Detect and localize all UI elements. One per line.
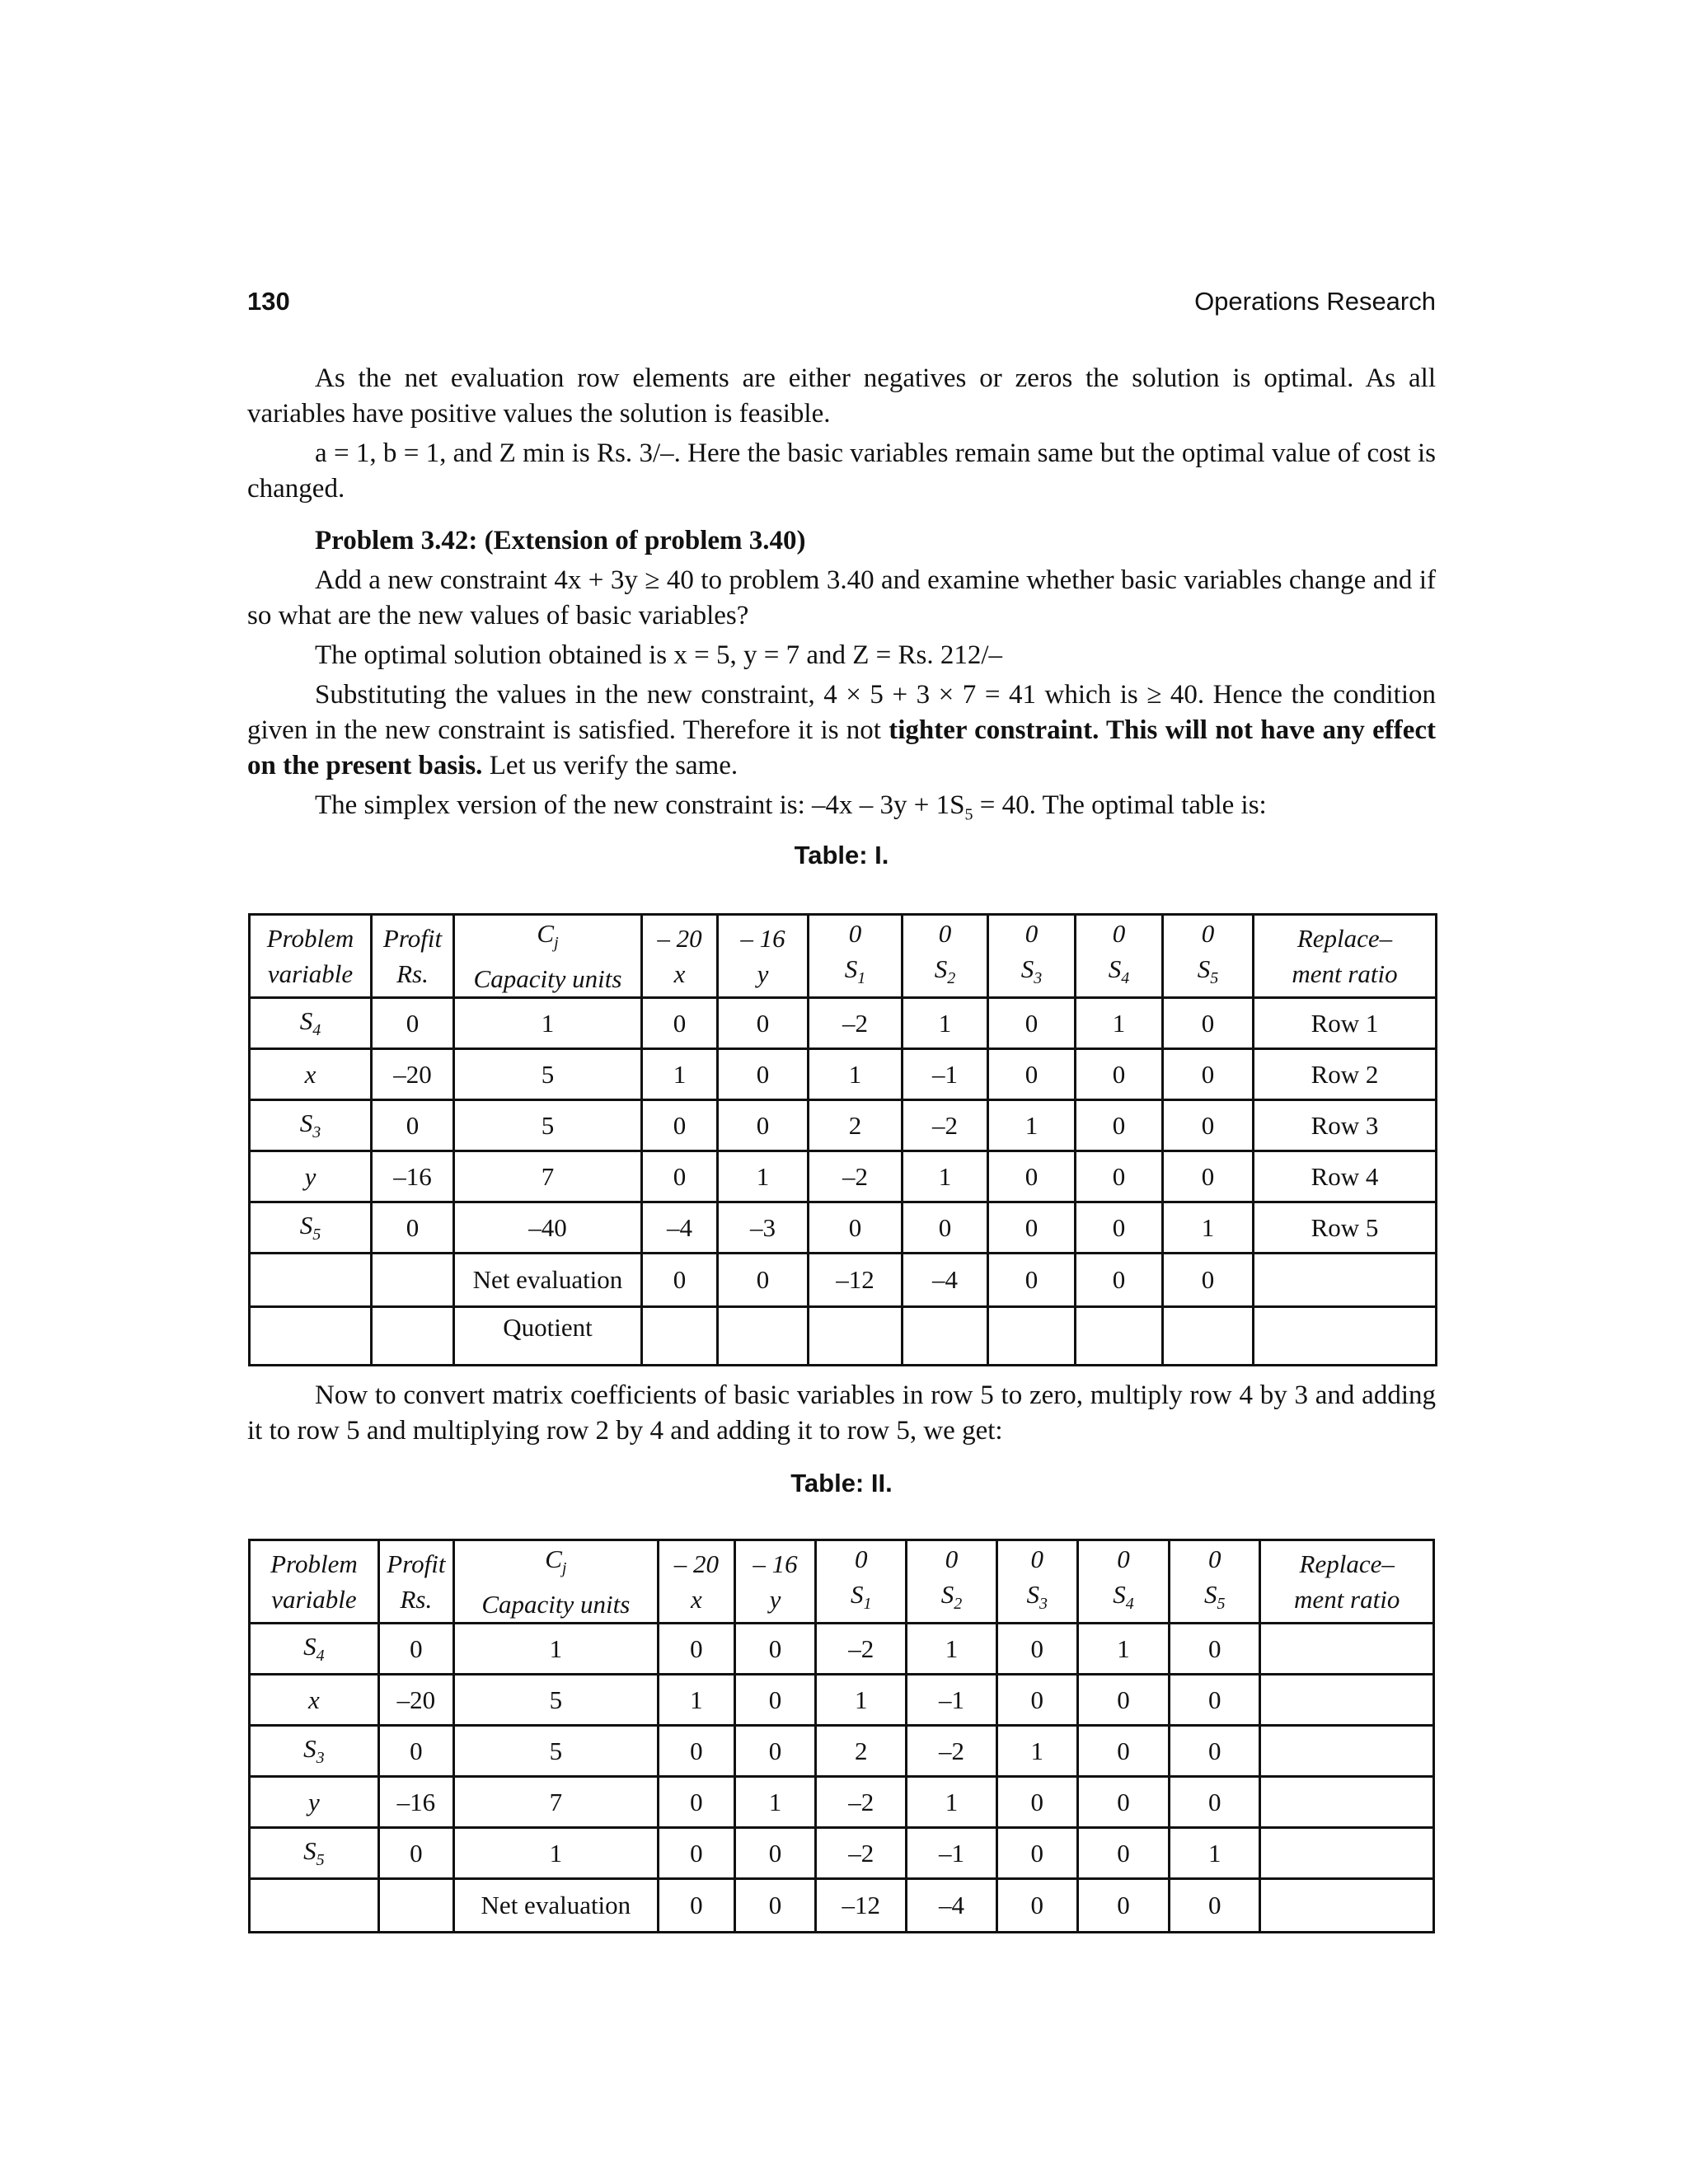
cell-coefficient: 1: [1163, 1202, 1254, 1254]
header-cost: 0: [1112, 919, 1126, 948]
header-cost: 0: [945, 1544, 959, 1573]
cell-coefficient: 1: [642, 1049, 718, 1100]
net-evaluation-row: [250, 1879, 1434, 1933]
header-cost: 0: [938, 919, 952, 948]
variable-subscript: 1: [863, 1595, 872, 1614]
header-variable: [643, 956, 716, 991]
cell-coefficient: 0: [642, 1100, 718, 1151]
cell-empty: [372, 1254, 454, 1307]
text-block-2: [247, 1378, 1436, 1453]
table-row: [250, 1726, 1434, 1777]
cell-coefficient: 0: [1076, 1202, 1163, 1254]
page-number: 130: [247, 287, 290, 316]
cell-coefficient: 0: [734, 1828, 815, 1879]
cell-coefficient: –2: [809, 998, 903, 1049]
cell-replacement-ratio: [1260, 1624, 1434, 1675]
variable-subscript: 2: [954, 1595, 963, 1614]
header-problem-variable: [250, 1540, 379, 1624]
header-text: Profit: [387, 1549, 446, 1579]
header-cost: 0: [848, 919, 862, 948]
cell-coefficient: –1: [907, 1828, 996, 1879]
cell-coefficient: 0: [642, 1151, 718, 1202]
cj-symbol: C: [545, 1544, 562, 1573]
net-evaluation-value: 0: [1163, 1254, 1254, 1307]
cell-coefficient: –2: [816, 1828, 907, 1879]
cell-empty: [1163, 1307, 1254, 1366]
cell-empty: [1260, 1879, 1434, 1933]
variable-symbol: S: [934, 954, 948, 983]
variable-symbol: S: [1204, 1580, 1217, 1609]
cell-coefficient: –2: [816, 1624, 907, 1675]
table-header-row: [250, 1540, 1434, 1624]
cell-capacity: 1: [454, 998, 642, 1049]
cell-profit: –20: [372, 1049, 454, 1100]
basic-variable-symbol: S: [299, 1108, 313, 1138]
variable-symbol: S: [1197, 954, 1211, 983]
header-capacity: [453, 1540, 658, 1624]
cell-coefficient: 0: [1170, 1675, 1260, 1726]
cell-basic-variable: [250, 1624, 379, 1675]
table-row: [250, 1151, 1437, 1202]
cell-empty: [250, 1254, 372, 1307]
running-title: Operations Research: [1194, 287, 1436, 316]
cell-capacity: 1: [453, 1828, 658, 1879]
header-variable-column: [809, 915, 903, 998]
cj-symbol: C: [537, 919, 555, 948]
cell-coefficient: –1: [903, 1049, 988, 1100]
header-cost: – 16: [753, 1549, 798, 1579]
header-cost: 0: [854, 1544, 868, 1573]
text-block-1: [247, 361, 1436, 837]
cell-profit: –16: [378, 1777, 453, 1828]
cell-empty: [250, 1879, 379, 1933]
cell-coefficient: 0: [988, 1049, 1076, 1100]
cell-coefficient: 0: [1163, 1100, 1254, 1151]
cell-coefficient: 2: [809, 1100, 903, 1151]
header-text: Rs.: [400, 1585, 433, 1615]
basic-variable-symbol: S: [303, 1836, 316, 1866]
cell-capacity: 1: [453, 1624, 658, 1675]
header-variable: [719, 956, 807, 991]
header-text: Capacity units: [473, 964, 622, 994]
header-cost: – 16: [740, 924, 785, 954]
cell-coefficient: 0: [1076, 1151, 1163, 1202]
header-capacity: [454, 915, 642, 998]
cell-coefficient: 0: [658, 1777, 734, 1828]
net-evaluation-value: –4: [907, 1879, 996, 1933]
variable-subscript: 5: [1210, 969, 1219, 988]
header-variable-column: [1076, 915, 1163, 998]
net-evaluation-value: 0: [658, 1879, 734, 1933]
variable-subscript: 4: [1125, 1595, 1134, 1614]
net-evaluation-value: 0: [1076, 1254, 1163, 1307]
header-variable: [989, 951, 1074, 996]
paragraph-optimal-solution: The optimal solution obtained is x = 5, y = 7 and Z = Rs. 212/–: [315, 640, 1003, 670]
cell-coefficient: 1: [996, 1726, 1077, 1777]
cell-coefficient: 0: [1077, 1675, 1169, 1726]
basic-variable-symbol: S: [303, 1632, 316, 1661]
net-evaluation-value: 0: [734, 1879, 815, 1933]
cell-profit: 0: [372, 1202, 454, 1254]
cell-empty: [1254, 1254, 1437, 1307]
header-variable: [903, 951, 987, 996]
cell-coefficient: 1: [1077, 1624, 1169, 1675]
cell-coefficient: 1: [718, 1151, 809, 1202]
cell-coefficient: –2: [816, 1777, 907, 1828]
net-evaluation-value: –4: [903, 1254, 988, 1307]
cell-coefficient: 1: [1170, 1828, 1260, 1879]
header-variable: [1076, 951, 1161, 996]
cell-capacity: 5: [453, 1675, 658, 1726]
cell-replacement-ratio: Row 4: [1254, 1151, 1437, 1202]
cell-coefficient: 0: [903, 1202, 988, 1254]
cell-coefficient: 0: [996, 1777, 1077, 1828]
header-variable: [1164, 951, 1252, 996]
paragraph-row-operations: Now to convert matrix coefficients of basic variables in row 5 to zero, multiply row 4 by 3 and adding it to row 5 and multiplying row 2 by 4 and adding it to row 5, we get:: [247, 1380, 1436, 1446]
table-row: [250, 1828, 1434, 1879]
header-variable-column: [658, 1540, 734, 1624]
cell-empty: [642, 1307, 718, 1366]
cell-coefficient: 0: [1170, 1624, 1260, 1675]
header-text: Profit: [382, 924, 443, 954]
header-variable: [817, 1577, 905, 1622]
cell-coefficient: 1: [907, 1624, 996, 1675]
cell-coefficient: 1: [988, 1100, 1076, 1151]
table-row: [250, 1049, 1437, 1100]
header-profit: [378, 1540, 453, 1624]
table-row: [250, 998, 1437, 1049]
cell-coefficient: 0: [718, 998, 809, 1049]
cell-coefficient: 0: [988, 998, 1076, 1049]
header-problem-variable: [250, 915, 372, 998]
net-evaluation-value: –12: [809, 1254, 903, 1307]
header-variable-column: [907, 1540, 996, 1624]
table-header-row: [250, 915, 1437, 998]
cell-replacement-ratio: Row 1: [1254, 998, 1437, 1049]
basic-variable-subscript: 5: [316, 1851, 325, 1870]
cell-coefficient: 0: [988, 1202, 1076, 1254]
header-replacement-ratio: [1260, 1540, 1434, 1624]
cell-coefficient: 1: [903, 1151, 988, 1202]
cell-coefficient: –1: [907, 1675, 996, 1726]
basic-variable-symbol: S: [303, 1734, 316, 1764]
header-variable: [998, 1577, 1076, 1622]
cj-subscript: j: [561, 1559, 567, 1578]
header-variable-column: [1163, 915, 1254, 998]
quotient-label: Quotient: [454, 1307, 642, 1366]
header-cj: [455, 916, 640, 961]
table-row: [250, 1675, 1434, 1726]
cell-coefficient: 0: [718, 1049, 809, 1100]
net-evaluation-value: 0: [718, 1254, 809, 1307]
variable-subscript: 3: [1039, 1595, 1048, 1614]
cell-coefficient: 0: [988, 1151, 1076, 1202]
cell-basic-variable: [250, 1151, 372, 1202]
table1-caption: Table: I.: [794, 841, 889, 869]
variable-subscript: 3: [1034, 969, 1043, 988]
header-variable-column: [1077, 1540, 1169, 1624]
net-evaluation-label: Net evaluation: [453, 1879, 658, 1933]
cell-basic-variable: [250, 1675, 379, 1726]
cell-coefficient: –2: [809, 1151, 903, 1202]
basic-variable-subscript: 5: [312, 1226, 321, 1244]
cell-capacity: 5: [454, 1100, 642, 1151]
cell-empty: [903, 1307, 988, 1366]
table-row: [250, 1100, 1437, 1151]
header-cost: 0: [1201, 919, 1215, 948]
net-evaluation-row: [250, 1254, 1437, 1307]
cell-empty: [1254, 1307, 1437, 1366]
header-variable-column: [642, 915, 718, 998]
variable-symbol: S: [1113, 1580, 1126, 1609]
net-evaluation-value: 0: [996, 1879, 1077, 1933]
cell-coefficient: 1: [903, 998, 988, 1049]
cell-coefficient: 0: [1163, 998, 1254, 1049]
paragraph-new-constraint: Add a new constraint 4x + 3y ≥ 40 to problem 3.40 and examine whether basic variables change and if so what are the new values of basic variables?: [247, 565, 1436, 630]
table-row: [250, 1777, 1434, 1828]
cell-coefficient: 1: [907, 1777, 996, 1828]
cell-profit: 0: [372, 998, 454, 1049]
paragraph-substitution: Substituting the values in the new constraint, 4 × 5 + 3 × 7 = 41 which is ≥ 40. Hence the condition given in the new constraint is satisfied. Therefore it is not tighter constraint. This will not have any effect on the present basis. Let us verify the same.: [247, 680, 1436, 780]
cell-replacement-ratio: Row 2: [1254, 1049, 1437, 1100]
cell-coefficient: 0: [1077, 1777, 1169, 1828]
cell-basic-variable: [250, 998, 372, 1049]
cell-coefficient: 0: [1077, 1828, 1169, 1879]
header-text: Rs.: [396, 959, 429, 989]
variable-symbol: S: [850, 1580, 864, 1609]
header-profit: [372, 915, 454, 998]
net-evaluation-value: 0: [988, 1254, 1076, 1307]
cell-coefficient: 0: [809, 1202, 903, 1254]
basic-variable-symbol: S: [299, 1211, 313, 1240]
variable-symbol: S: [844, 954, 858, 983]
cell-empty: [809, 1307, 903, 1366]
cell-coefficient: –3: [718, 1202, 809, 1254]
cell-coefficient: 0: [718, 1100, 809, 1151]
cell-replacement-ratio: [1260, 1777, 1434, 1828]
cell-empty: [372, 1307, 454, 1366]
cell-profit: –20: [378, 1675, 453, 1726]
basic-variable-subscript: 3: [316, 1749, 325, 1768]
header-variable-column: [996, 1540, 1077, 1624]
variable-symbol: x: [690, 1585, 702, 1615]
table1: [248, 913, 1437, 1366]
variable-symbol: S: [940, 1580, 954, 1609]
variable-symbol: y: [757, 959, 769, 989]
cell-basic-variable: [250, 1726, 379, 1777]
header-text: variable: [271, 1585, 357, 1615]
header-cost: 0: [1030, 1544, 1043, 1573]
net-evaluation-value: 0: [642, 1254, 718, 1307]
header-cost: 0: [1025, 919, 1039, 948]
basic-variable-subscript: 4: [316, 1647, 325, 1666]
cell-coefficient: –2: [907, 1726, 996, 1777]
variable-symbol: S: [1026, 1580, 1039, 1609]
cell-basic-variable: [250, 1202, 372, 1254]
header-variable: [1079, 1577, 1168, 1622]
basic-variable-subscript: 4: [312, 1021, 321, 1040]
cell-coefficient: 0: [1077, 1726, 1169, 1777]
variable-subscript: 5: [1217, 1595, 1226, 1614]
header-cost: – 20: [673, 1549, 719, 1579]
basic-variable-subscript: 3: [312, 1123, 321, 1142]
net-evaluation-value: –12: [816, 1879, 907, 1933]
cell-coefficient: 0: [642, 998, 718, 1049]
cell-basic-variable: [250, 1828, 379, 1879]
paragraph-zmin: a = 1, b = 1, and Z min is Rs. 3/–. Here the basic variables remain same but the optimal value of cost is changed.: [247, 438, 1436, 504]
table2-caption: Table: II.: [790, 1469, 893, 1497]
variable-symbol: y: [769, 1585, 781, 1615]
basic-variable-symbol: S: [299, 1006, 313, 1036]
table-row: [250, 1624, 1434, 1675]
cell-coefficient: –4: [642, 1202, 718, 1254]
variable-subscript: 4: [1121, 969, 1130, 988]
cell-coefficient: 0: [1076, 1100, 1163, 1151]
net-evaluation-value: 0: [1077, 1879, 1169, 1933]
cell-coefficient: 0: [734, 1726, 815, 1777]
header-cost: – 20: [657, 924, 702, 954]
cell-capacity: 7: [454, 1151, 642, 1202]
page-header: [247, 287, 1436, 328]
header-text: Replace–: [1299, 1549, 1395, 1579]
cell-coefficient: 0: [1076, 1049, 1163, 1100]
cell-coefficient: 0: [1170, 1726, 1260, 1777]
cell-coefficient: 0: [734, 1624, 815, 1675]
cell-capacity: 5: [454, 1049, 642, 1100]
cell-coefficient: 1: [734, 1777, 815, 1828]
cell-basic-variable: [250, 1049, 372, 1100]
table2: [248, 1539, 1435, 1933]
cj-subscript: j: [554, 934, 559, 953]
quotient-row: [250, 1307, 1437, 1366]
header-cj: [455, 1541, 657, 1586]
header-variable-column: [988, 915, 1076, 998]
cell-profit: 0: [372, 1100, 454, 1151]
cell-coefficient: 0: [996, 1624, 1077, 1675]
cell-coefficient: 1: [809, 1049, 903, 1100]
cell-coefficient: 0: [1163, 1151, 1254, 1202]
cell-capacity: 7: [453, 1777, 658, 1828]
cell-coefficient: 1: [658, 1675, 734, 1726]
cell-replacement-ratio: Row 5: [1254, 1202, 1437, 1254]
variable-subscript: 2: [947, 969, 956, 988]
cell-empty: [988, 1307, 1076, 1366]
basic-variable-symbol: x: [308, 1685, 320, 1714]
header-text: variable: [267, 959, 354, 989]
cell-coefficient: 2: [816, 1726, 907, 1777]
cell-capacity: 5: [453, 1726, 658, 1777]
header-text: ment ratio: [1294, 1585, 1400, 1615]
header-variable: [736, 1582, 814, 1617]
header-text: Capacity units: [481, 1590, 631, 1619]
cell-replacement-ratio: [1260, 1828, 1434, 1879]
header-text: Replace–: [1296, 924, 1393, 954]
net-evaluation-value: 0: [1170, 1879, 1260, 1933]
cell-coefficient: 0: [1163, 1049, 1254, 1100]
cell-coefficient: 1: [816, 1675, 907, 1726]
header-cost: 0: [1117, 1544, 1130, 1573]
header-variable-column: [1170, 1540, 1260, 1624]
cell-profit: 0: [378, 1726, 453, 1777]
paragraph-simplex-version: The simplex version of the new constraint is: $-4x - 3y + 1S_5 = 40$. The optimal table is:: [315, 790, 1267, 824]
cell-replacement-ratio: [1260, 1726, 1434, 1777]
variable-symbol: x: [673, 959, 686, 989]
header-variable: [907, 1577, 995, 1622]
cell-coefficient: 0: [658, 1726, 734, 1777]
cell-basic-variable: [250, 1777, 379, 1828]
problem-title: Problem 3.42: (Extension of problem 3.40): [315, 526, 806, 555]
header-cost: 0: [1208, 1544, 1221, 1573]
cell-capacity: –40: [454, 1202, 642, 1254]
table-row: [250, 1202, 1437, 1254]
header-variable-column: [816, 1540, 907, 1624]
variable-subscript: 1: [857, 969, 866, 988]
header-variable: [809, 951, 901, 996]
header-text: Problem: [266, 924, 354, 954]
basic-variable-symbol: y: [308, 1787, 320, 1816]
header-text: ment ratio: [1292, 959, 1398, 989]
header-variable: [659, 1582, 734, 1617]
header-variable-column: [718, 915, 809, 998]
variable-symbol: S: [1020, 954, 1034, 983]
cell-coefficient: 1: [1076, 998, 1163, 1049]
paragraph-optimality: As the net evaluation row elements are either negatives or zeros the solution is optimal. As all variables have positive values the solution is feasible.: [247, 363, 1436, 429]
header-replacement-ratio: [1254, 915, 1437, 998]
header-variable-column: [903, 915, 988, 998]
header-text: Problem: [270, 1549, 358, 1579]
cell-profit: –16: [372, 1151, 454, 1202]
cell-replacement-ratio: [1260, 1675, 1434, 1726]
cell-coefficient: 0: [1170, 1777, 1260, 1828]
cell-coefficient: 0: [734, 1675, 815, 1726]
header-variable: [1170, 1577, 1259, 1622]
cell-empty: [718, 1307, 809, 1366]
cell-replacement-ratio: Row 3: [1254, 1100, 1437, 1151]
cell-profit: 0: [378, 1624, 453, 1675]
cell-coefficient: –2: [903, 1100, 988, 1151]
header-variable-column: [734, 1540, 815, 1624]
cell-coefficient: 0: [658, 1828, 734, 1879]
cell-profit: 0: [378, 1828, 453, 1879]
cell-empty: [1076, 1307, 1163, 1366]
variable-symbol: S: [1108, 954, 1122, 983]
net-evaluation-label: Net evaluation: [454, 1254, 642, 1307]
cell-empty: [378, 1879, 453, 1933]
cell-coefficient: 0: [658, 1624, 734, 1675]
cell-coefficient: 0: [996, 1675, 1077, 1726]
basic-variable-symbol: y: [304, 1161, 316, 1191]
basic-variable-symbol: x: [304, 1059, 316, 1089]
cell-empty: [250, 1307, 372, 1366]
cell-basic-variable: [250, 1100, 372, 1151]
cell-coefficient: 0: [996, 1828, 1077, 1879]
